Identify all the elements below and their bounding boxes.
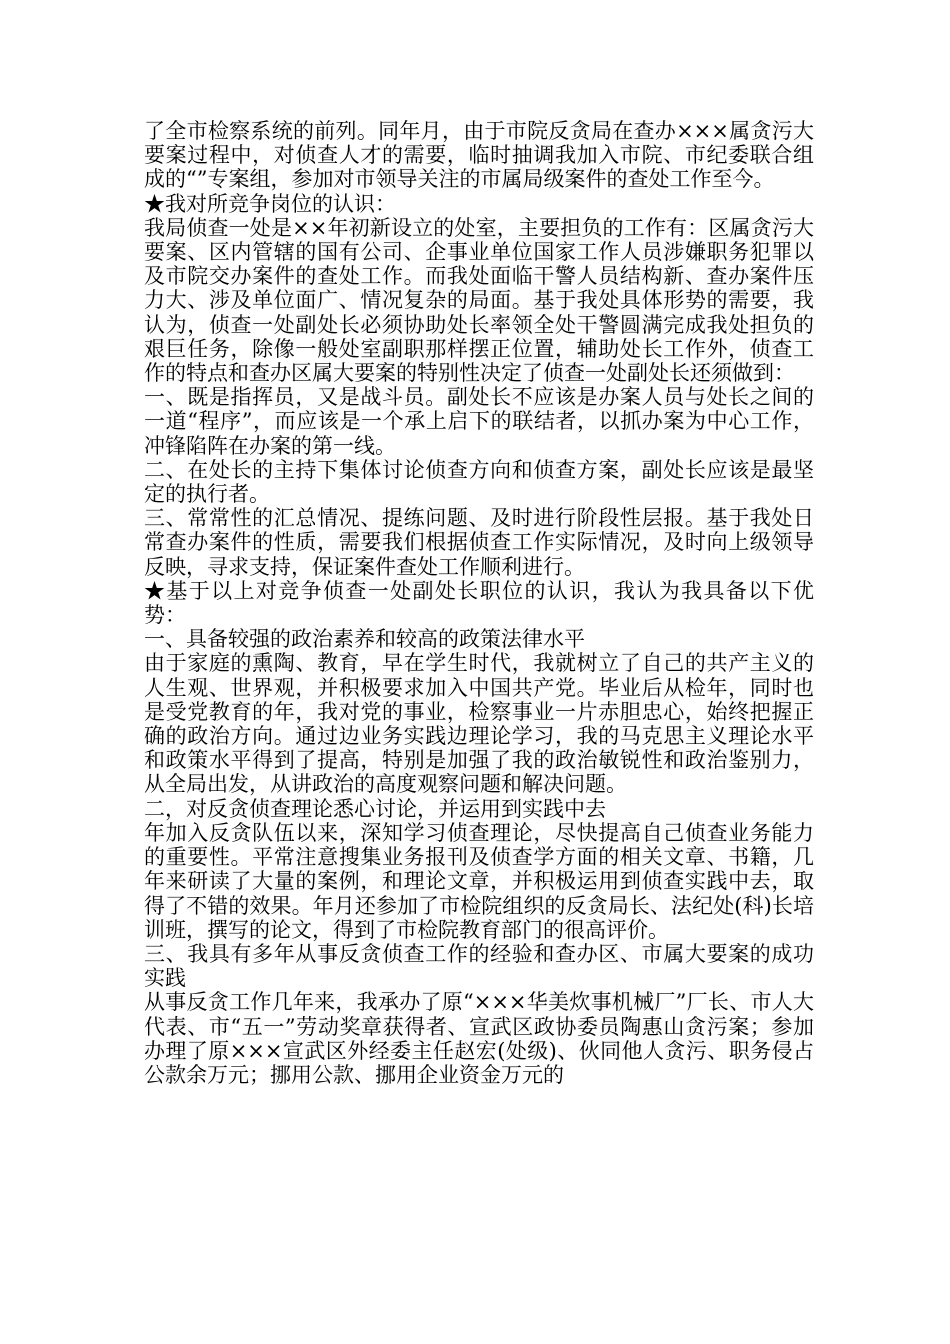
paragraph-advantage-three: 从事反贪工作几年来，我承办了原“×××华美炊事机械厂”厂长、市人大代表、市“五一”劳动奖章获得者、宣武区政协委员陶惠山贪污案；参加办理了原×××宣武区外经委主任赵宏(处级)、伙同他人贪污、职务侵占公款余万元；挪用公款、挪用企业资金万元的 — [144, 990, 814, 1087]
paragraph-intro-continuation: 了全市检察系统的前列。同年月，由于市院反贪局在查办×××属贪污大要案过程中，对侦查人才的需要，临时抽调我加入市院、市纪委联合组成的“”专案组，参加对市领导关注的市属局级案件的查处工作至今。 — [144, 119, 814, 192]
paragraph-point-one: 一、既是指挥员，又是战斗员。副处长不应该是办案人员与处长之间的一道“程序”，而应该是一个承上启下的联结者，以抓办案为中心工作，冲锋陷阵在办案的第一线。 — [144, 385, 814, 458]
subheading-advantage-one: 一、具备较强的政治素养和较高的政策法律水平 — [144, 627, 585, 652]
paragraph-point-three: 三、常常性的汇总情况、提练问题、及时进行阶段性层报。基于我处日常查办案件的性质，需要我们根据侦查工作实际情况，及时向上级领导反映，寻求支持，保证案件查处工作顺利进行。 — [144, 506, 814, 579]
document-body — [144, 119, 814, 1087]
heading-position-understanding: ★我对所竞争岗位的认识： — [144, 191, 396, 216]
paragraph-department-overview: 我局侦查一处是××年初新设立的处室，主要担负的工作有：区属贪污大要案、区内管辖的国有公司、企事业单位国家工作人员涉嫌职务犯罪以及市院交办案件的查处工作。而我处面临干警人员结构新、查办案件压力大、涉及单位面广、情况复杂的局面。基于我处具体形势的需要，我认为，侦查一处副处长必须协助处长率领全处干警圆满完成我处担负的艰巨任务，除像一般处室副职那样摆正位置，辅助处长工作外，侦查工作的特点和查办区属大要案的特别性决定了侦查一处副处长还须做到： — [144, 215, 814, 386]
paragraph-advantage-two: 年加入反贪队伍以来，深知学习侦查理论，尽快提高自己侦查业务能力的重要性。平常注意搜集业务报刊及侦查学方面的相关文章、书籍，几年来研读了大量的案例，和理论文章，并积极运用到侦查实践中去，取得了不错的效果。年月还参加了市检院组织的反贪局长、法纪处(科)长培训班，撰写的论文，得到了市检院教育部门的很高评价。 — [144, 820, 814, 942]
paragraph-advantage-one: 由于家庭的熏陶、教育，早在学生时代，我就树立了自己的共产主义的人生观、世界观，并积极要求加入中国共产党。毕业后从检年，同时也是受党教育的年，我对党的事业，检察事业一片赤胆忠心，始终把握正确的政治方向。通过边业务实践边理论学习，我的马克思主义理论水平和政策水平得到了提高，特别是加强了我的政治敏锐性和政治鉴别力，从全局出发，从讲政治的高度观察问题和解决问题。 — [144, 651, 814, 797]
heading-advantages: ★基于以上对竞争侦查一处副处长职位的认识，我认为我具备以下优势： — [144, 578, 814, 628]
paragraph-point-two: 二、在处长的主持下集体讨论侦查方向和侦查方案，副处长应该是最坚定的执行者。 — [144, 457, 814, 507]
subheading-advantage-two: 二，对反贪侦查理论悉心讨论，并运用到实践中去 — [144, 796, 606, 821]
subheading-advantage-three: 三、我具有多年从事反贪侦查工作的经验和查办区、市属大要案的成功实践 — [144, 941, 814, 991]
